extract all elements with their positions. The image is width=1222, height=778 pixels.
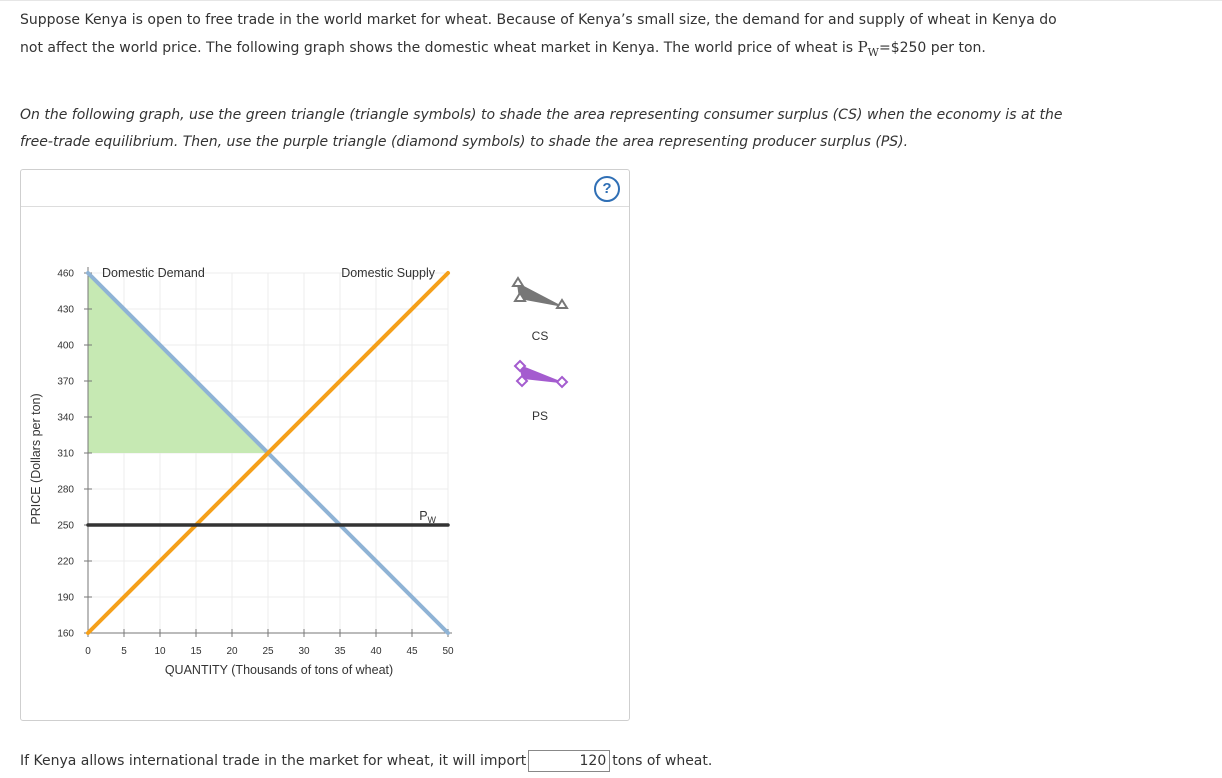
y-tick-label: 340 (57, 412, 74, 424)
world-price-label-sub: W (427, 515, 437, 525)
question-suffix: tons of wheat. (612, 753, 713, 769)
intro-paragraph (20, 7, 1080, 66)
x-tick-label: 40 (370, 646, 382, 657)
y-tick-label: 310 (57, 448, 74, 460)
y-tick-label: 370 (57, 376, 74, 388)
ps-vertex-icon (557, 377, 567, 387)
graph-panel (20, 169, 630, 721)
y-tick-label: 430 (57, 304, 74, 316)
top-divider (0, 0, 1222, 1)
y-tick-label: 460 (57, 268, 74, 280)
graph-svg[interactable] (21, 170, 629, 720)
question-prefix: If Kenya allows international trade in the market for wheat, it will import (20, 753, 527, 769)
x-axis-title: QUANTITY (Thousands of tons of wheat) (164, 663, 394, 677)
ps-tool-label: PS (531, 409, 549, 423)
ps-tool[interactable] (515, 361, 567, 423)
tool-palette (513, 278, 567, 423)
help-icon[interactable]: ? (594, 176, 620, 202)
intro-text-end: =$250 per ton. (878, 40, 986, 56)
cs-tool-label: CS (531, 329, 549, 343)
y-tick-label: 250 (57, 520, 74, 532)
question-row (20, 749, 712, 773)
x-tick-label: 45 (406, 646, 418, 657)
y-tick-label: 160 (57, 628, 74, 640)
y-tick-label: 400 (57, 340, 74, 352)
supply-curve-label: Domestic Supply (341, 266, 435, 280)
world-price-symbol: $P_W$ (857, 38, 879, 59)
cs-vertex-icon (557, 300, 567, 308)
cs-vertex-icon (513, 278, 523, 286)
import-quantity-input[interactable] (528, 750, 610, 772)
y-axis-title: PRICE (Dollars per ton) (29, 393, 43, 525)
x-tick-label: 35 (334, 646, 346, 657)
x-tick-label: 30 (298, 646, 310, 657)
x-tick-label: 10 (154, 646, 166, 657)
x-tick-label: 0 (85, 646, 91, 657)
world-price-label: $P_W$ (419, 509, 437, 525)
x-tick-label: 15 (190, 646, 202, 657)
demand-curve-label: Domestic Demand (102, 266, 205, 280)
y-tick-label: 190 (57, 592, 74, 604)
x-tick-label: 20 (226, 646, 238, 657)
instructions: On the following graph, use the green triangle (triangle symbols) to shade the area representing consumer surplus (CS) when the economy is at the free-trade equilibrium. Then, use the purple triangle (diamond symbols) to shade the area representing producer surplus (PS). (20, 107, 1063, 150)
x-tick-label: 50 (442, 646, 454, 657)
x-tick-label: 5 (121, 646, 127, 657)
cs-tool[interactable] (513, 278, 567, 343)
intro-text: Suppose Kenya is open to free trade in the world market for wheat. Because of Kenya’s small size, the demand for and supply of wheat in Kenya do not affect the world price. The following graph shows the domestic wheat market in Kenya. The world price of wheat is (20, 12, 1057, 56)
y-tick-label: 220 (57, 556, 74, 568)
x-tick-label: 25 (262, 646, 274, 657)
y-tick-label: 280 (57, 484, 74, 496)
